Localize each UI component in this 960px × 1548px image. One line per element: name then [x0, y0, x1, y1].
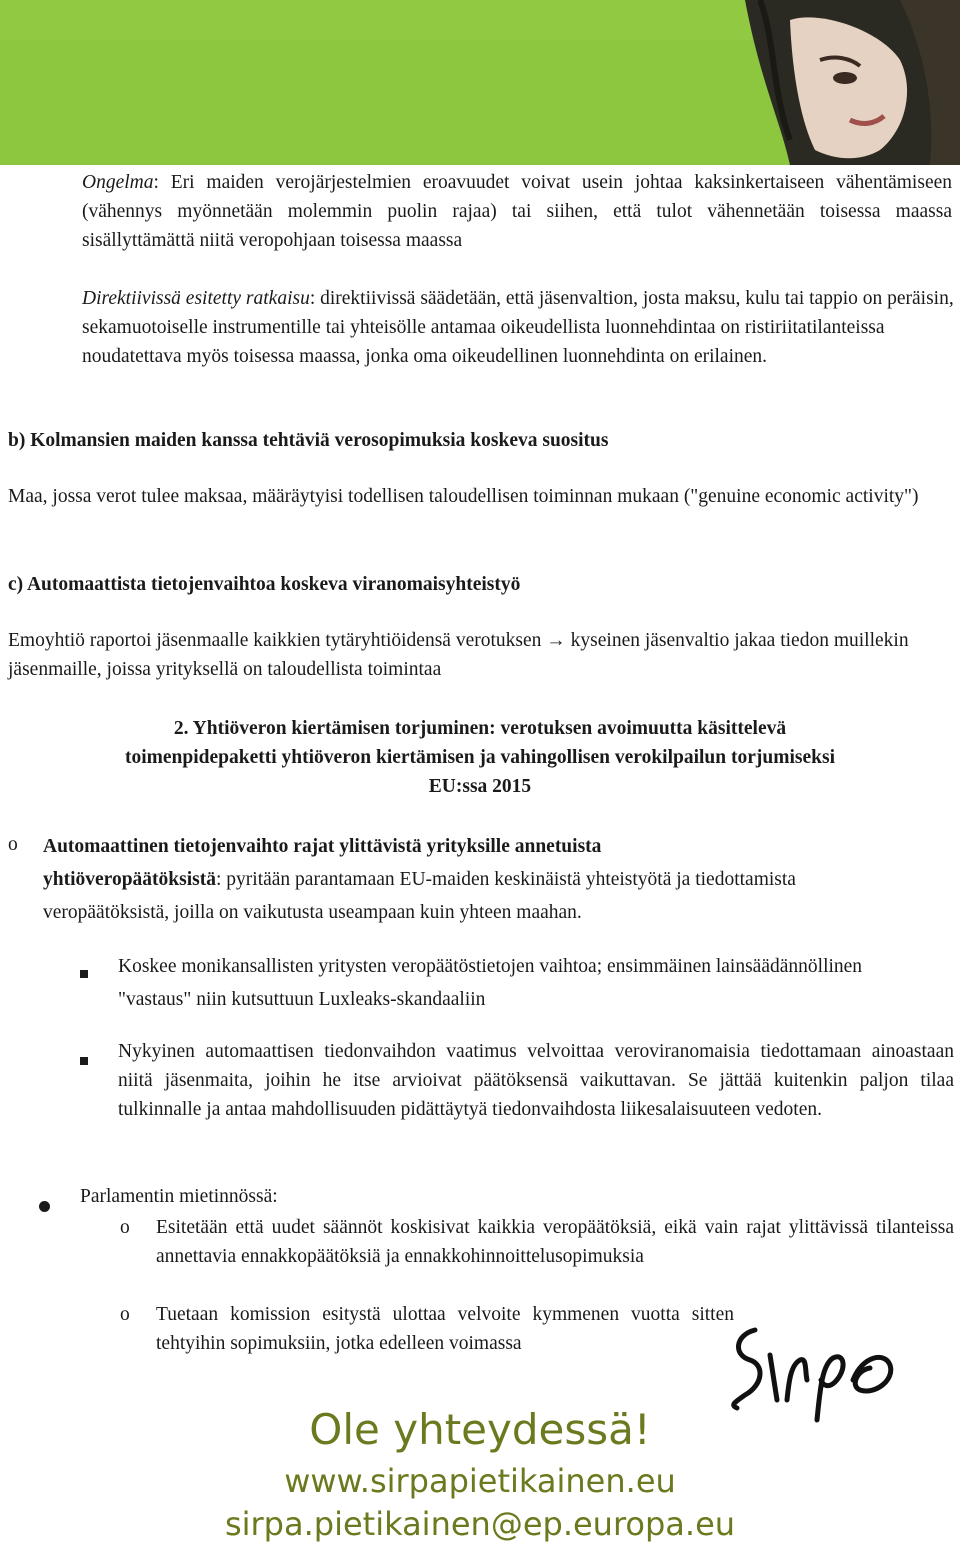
section-c-text-after: kyseinen jäsenvaltio jakaa tiedon muillekin jäsenmaille, joissa yrityksellä on taloudellista toimintaa	[8, 630, 909, 680]
section-b-text: Maa, jossa verot tulee maksaa, määräytyisi todellisen taloudellisen toiminnan mukaan ("genuine economic activity")	[8, 486, 919, 507]
section-b-heading-text: b) Kolmansien maiden kanssa tehtäviä verosopimuksia koskeva suositus	[8, 430, 609, 451]
parliament-label: Parlamentin mietinnössä:	[80, 1186, 278, 1207]
item-o-bold-b: yhtiöveropäätöksistä	[43, 869, 216, 890]
square-bullet-icon	[80, 958, 88, 987]
header-banner	[0, 0, 960, 165]
problem-text: : Eri maiden verojärjestelmien eroavuudet voivat usein johtaa kaksinkertaiseen vähentämiseen (vähennys myönnetään molemmin puolin rajaa) tai siihen, että tulot vähennetään toisessa maassa sisällyttämättä niitä veropohjaan toisessa maassa	[82, 172, 952, 251]
solution-paragraph	[82, 284, 956, 371]
section-c-heading-text: c) Automaattista tietojenvaihtoa koskeva viranomaisyhteistyö	[8, 574, 521, 595]
parliament-item-1-marker: o	[120, 1217, 130, 1238]
item-o-text	[43, 830, 923, 929]
sub-item-1: Koskee monikansallisten yritysten veropäätöstietojen vaihtoa; ensimmäinen lainsäädännöllinen "vastaus" niin kutsuttuun Luxleaks-skandaaliin	[118, 956, 863, 1010]
sub-item-2: Nykyinen automaattisen tiedonvaihdon vaatimus velvoittaa veroviranomaisia tiedottamaan ainoastaan niitä jäsenmaita, joihin he itse arvioivat päätöksensä vaikuttavan. Se jättää kuitenkin paljon tilaa tulkinnalle ja antaa mahdollisuuden pidättäytyä tiedonvaihdosta liikesalaisuuteen vedoten.	[118, 1041, 954, 1120]
item-o-marker: o	[8, 834, 18, 855]
parliament-item-2: Tuetaan komission esitystä ulottaa velvoite kymmenen vuotta sitten tehtyihin sopimuksiin, jotka edelleen voimassa	[156, 1304, 734, 1354]
item-o-bold-a: Automaattinen tietojenvaihto rajat ylittävistä yrityksille annetuista	[43, 836, 602, 857]
bullet-dot-icon	[39, 1192, 50, 1221]
parliament-item-1: Esitetään että uudet säännöt koskisivat kaikkia veropäätöksiä, eikä vain rajat ylittävissä tilanteissa annettavia ennakkopäätöksiä ja ennakkohinnoittelusopimuksia	[156, 1217, 954, 1267]
section-c-heading	[8, 570, 948, 599]
parliament-item-2-marker: o	[120, 1304, 130, 1325]
section-c-text-before: Emoyhtiö raportoi jäsenmaalle kaikkien tytäryhtiöidensä verotuksen	[8, 630, 547, 651]
portrait-photo	[0, 0, 960, 165]
square-bullet-icon	[80, 1045, 88, 1074]
contact-title: Ole yhteydessä!	[309, 1405, 651, 1454]
section-2-line3: EU:ssa 2015	[428, 776, 532, 797]
section-b-heading	[8, 426, 948, 455]
item-o-body: : pyritään parantamaan EU-maiden keskinäistä yhteistyötä ja tiedottamista veropäätöksistä, joilla on vaikutusta useampaan kuin yhteen maahan.	[43, 869, 796, 923]
solution-text: : direktiivissä säädetään, että jäsenvaltion, josta maksu, kulu tai tappio on peräisin, sekamuotoiselle instrumentille tai yhteisölle antamaa oikeudellista luonnehdintaa on ristiriitatilanteissa noudatettava myös toisessa maassa, jonka oma oikeudellinen luonnehdinta on erilainen.	[82, 288, 954, 367]
section-2-line1: 2. Yhtiöveron kiertämisen torjuminen: verotuksen avoimuutta käsittelevä	[173, 718, 787, 739]
contact-email[interactable]: sirpa.pietikainen@ep.europa.eu	[224, 1505, 736, 1543]
solution-label: Direktiivissä esitetty ratkaisu	[82, 288, 310, 309]
problem-paragraph	[82, 168, 952, 255]
contact-website[interactable]: www.sirpapietikainen.eu	[284, 1462, 676, 1500]
problem-label: Ongelma	[82, 172, 154, 193]
arrow-icon: →	[546, 630, 566, 651]
section-2-line2: toimenpidepaketti yhtiöveron kiertämisen ja vahingollisen verokilpailun torjumiseksi	[125, 747, 835, 768]
section-2-heading	[0, 714, 960, 801]
section-c-text	[8, 626, 953, 684]
